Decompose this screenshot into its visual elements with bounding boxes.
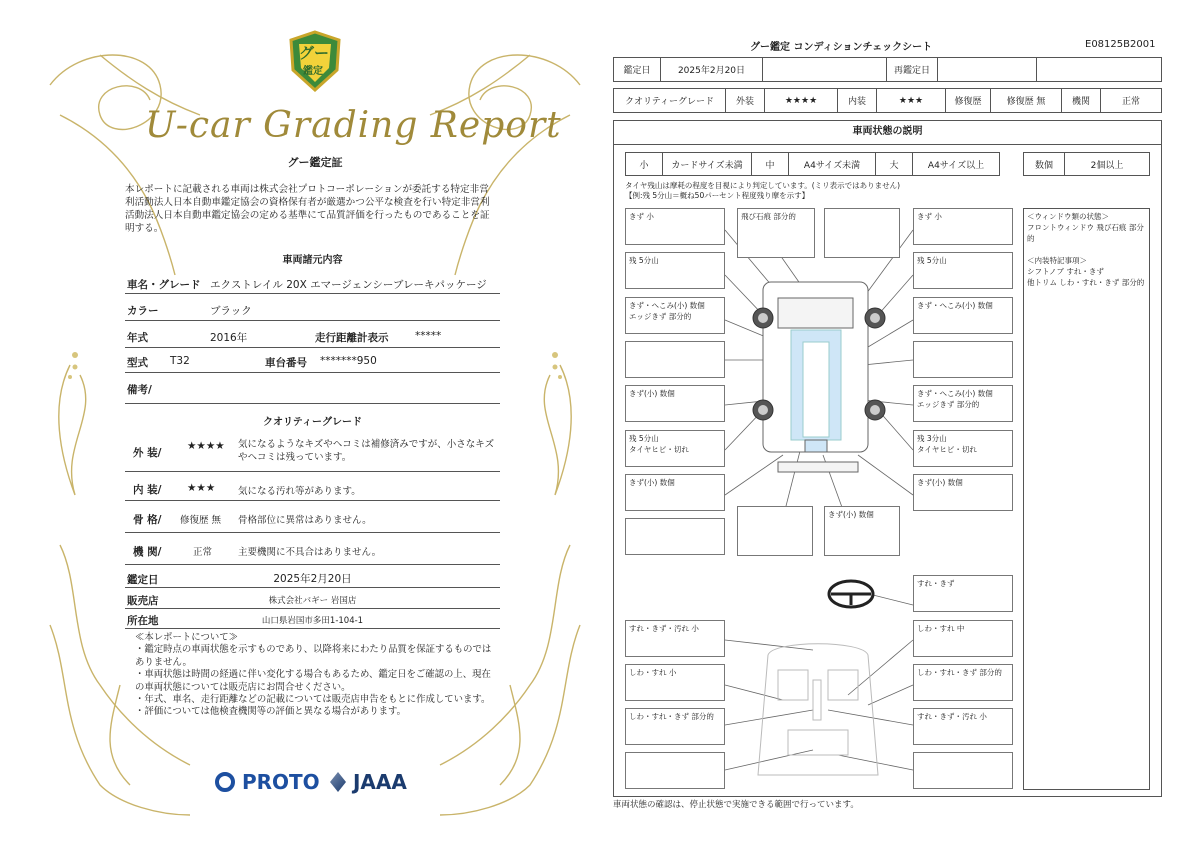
- exterior-stars: ★★★★: [187, 440, 225, 452]
- interior-label: 内 装/: [133, 484, 162, 496]
- ext-stars: ★★★★: [764, 88, 838, 113]
- badge-top: グー: [299, 44, 330, 62]
- jaaa-mark-icon: [330, 772, 346, 792]
- damage-box: 残 3分山 タイヤヒビ・切れ: [913, 430, 1013, 467]
- engine-label: 機関: [1061, 88, 1101, 113]
- interior-stars: ★★★: [187, 482, 216, 494]
- color-value: ブラック: [210, 305, 252, 317]
- proto-logo: [215, 770, 320, 794]
- remark-line: シフトノブ すれ・きず: [1027, 267, 1104, 276]
- jaaa-logo: [330, 770, 407, 794]
- date-blank: [762, 57, 887, 82]
- damage-box: [737, 506, 813, 556]
- remarks-panel: [1023, 208, 1150, 790]
- remark-line: ＜内装特記事項＞: [1027, 256, 1087, 265]
- model-label: 型式: [127, 357, 148, 369]
- grade-label: クオリティーグレード: [613, 88, 726, 113]
- sheet-footer: 車両状態の確認は、停止状態で実施できる範囲で行っています。: [613, 800, 859, 810]
- interior-box: しわ・すれ 中: [913, 620, 1013, 657]
- exterior-text: 気になるようなキズやヘコミは補修済みですが、小さなキズやヘコミは残っています。: [238, 439, 495, 463]
- size-small: 小: [625, 152, 663, 176]
- note-item: ・評価については他検査機関等の評価と異なる場合があります。: [135, 706, 406, 718]
- interior-box: しわ・すれ・きず 部分的: [913, 664, 1013, 701]
- remark-line: 他トリム しわ・すれ・きず 部分的: [1027, 278, 1145, 287]
- remarks-row: [125, 374, 500, 404]
- script-title: U-car Grading Report: [145, 105, 562, 146]
- repair-value: 修復歴 無: [990, 88, 1062, 113]
- redate-blank: [1036, 57, 1162, 82]
- color-row: [125, 295, 500, 321]
- year-value: 2016年: [210, 332, 248, 344]
- int-label: 内装: [837, 88, 877, 113]
- year-row: [125, 322, 500, 348]
- notes-title: ≪本レポートについて≫: [135, 632, 238, 643]
- engine-value: 正常: [193, 547, 213, 558]
- sheet-title: グー鑑定 コンディションチェックシート: [750, 42, 933, 53]
- mileage-value: *****: [415, 330, 442, 342]
- redate-label: 再鑑定日: [886, 57, 938, 82]
- model-value: T32: [170, 355, 190, 367]
- spec-heading: 車両諸元内容: [282, 255, 343, 266]
- dealer-label: 販売店: [127, 595, 159, 607]
- damage-box: [625, 518, 725, 555]
- name-label: 車名・グレード: [127, 279, 201, 291]
- color-label: カラー: [127, 305, 159, 317]
- remarks-label: 備考/: [127, 384, 152, 396]
- chassis-label: 車台番号: [265, 357, 307, 369]
- remark-line: フロントウィンドウ 飛び石痕 部分的: [1027, 223, 1144, 243]
- size-small-desc: カードサイズ未満: [662, 152, 752, 176]
- damage-box: きず 小: [625, 208, 725, 245]
- remark-spacer: [1027, 244, 1146, 255]
- date-value: 2025年2月20日: [660, 57, 763, 82]
- certificate: [40, 25, 590, 825]
- frame-label: 骨 格/: [133, 514, 162, 526]
- repair-label: 修復歴: [945, 88, 991, 113]
- engine-row: [125, 534, 500, 565]
- damage-box: きず・へこみ(小) 数個: [913, 297, 1013, 334]
- frame-value: 修復歴 無: [180, 515, 222, 526]
- year-label: 年式: [127, 332, 148, 344]
- frame-text: 骨格部位に異常はありません。: [238, 515, 372, 526]
- damage-box: きず 小: [913, 208, 1013, 245]
- interior-box: しわ・すれ・きず 部分的: [625, 708, 725, 745]
- interior-box: しわ・すれ 小: [625, 664, 725, 701]
- size-mid-desc: A4サイズ未満: [788, 152, 876, 176]
- frame-row: [125, 502, 500, 533]
- engine-label: 機 関/: [133, 546, 162, 558]
- tire-note-2: 【例:残 5分山＝概ね50パーセント程度残り摩を示す】: [625, 191, 810, 200]
- redate-value: [937, 57, 1037, 82]
- name-row: [125, 270, 500, 294]
- notes: [135, 632, 495, 719]
- interior-box: [625, 752, 725, 789]
- dealer-value: 株式会社バギー 岩国店: [268, 596, 357, 606]
- damage-box: きず(小) 数個: [625, 385, 725, 422]
- chassis-value: *******950: [320, 355, 377, 367]
- interior-box: [913, 752, 1013, 789]
- interior-text: 気になる汚れ等があります。: [238, 486, 361, 497]
- int-stars: ★★★: [876, 88, 946, 113]
- interior-box: すれ・きず・汚れ 小: [625, 620, 725, 657]
- damage-box: きず・へこみ(小) 数個 エッジきず 部分的: [625, 297, 725, 334]
- count-label: 数個: [1023, 152, 1065, 176]
- quality-heading: クオリティーグレード: [263, 417, 362, 428]
- model-row: [125, 349, 500, 373]
- sheet-code: E08125B2001: [1085, 39, 1156, 50]
- interior-row: [125, 473, 500, 501]
- date-row: [125, 566, 500, 588]
- tire-note-1: タイヤ残山は摩耗の程度を目視により判定しています。(ミリ表示ではありません): [625, 181, 901, 190]
- engine-text: 主要機関に不具合はありません。: [238, 547, 382, 558]
- engine-value: 正常: [1100, 88, 1162, 113]
- cert-intro: 本レポートに記載される車両は株式会社プロトコーポレーションが委託する特定非営利活動法人日本自動車鑑定協会の資格保有者が厳選かつ公平な検査を行い特定非営利活動法人日本自動車鑑定協会の定める基準にて品質評価を行ったものであることを証明する。: [125, 184, 490, 234]
- date-value: 2025年2月20日: [273, 573, 352, 585]
- address-value: 山口県岩国市多田1-104-1: [261, 616, 364, 626]
- damage-box: きず(小) 数個: [824, 506, 900, 556]
- damage-box: 残 5分山: [913, 252, 1013, 289]
- damage-box: きず・へこみ(小) 数個 エッジきず 部分的: [913, 385, 1013, 422]
- damage-box: 残 5分山: [625, 252, 725, 289]
- damage-box: きず(小) 数個: [625, 474, 725, 511]
- note-item: ・車両状態は時間の経過に伴い変化する場合もあるため、鑑定日をご確認の上、現在の車両状態については販売店にお問合せください。: [135, 669, 491, 693]
- count-desc: 2個以上: [1064, 152, 1150, 176]
- note-item: ・年式、車名、走行距離などの記載については販売店申告をもとに作成しています。: [135, 694, 491, 706]
- date-label: 鑑定日: [127, 574, 159, 586]
- badge-bottom: 鑑定: [303, 66, 323, 77]
- damage-box: [824, 208, 900, 258]
- dealer-row: [125, 589, 500, 609]
- remark-line: ＜ウィンドウ類の状態＞: [1027, 212, 1110, 221]
- damage-box: きず(小) 数個: [913, 474, 1013, 511]
- damage-box: [625, 341, 725, 378]
- size-large: 大: [875, 152, 913, 176]
- mileage-label: 走行距離計表示: [315, 332, 389, 344]
- date-label: 鑑定日: [613, 57, 661, 82]
- jaaa-text: JAAA: [352, 770, 407, 794]
- damage-box: 残 5分山 タイヤヒビ・切れ: [625, 430, 725, 467]
- proto-text: PROTO: [241, 770, 320, 794]
- size-mid: 中: [751, 152, 789, 176]
- size-large-desc: A4サイズ以上: [912, 152, 1000, 176]
- cert-heading: グー鑑定証: [287, 156, 343, 169]
- ext-label: 外装: [725, 88, 765, 113]
- section-title: 車両状態の説明: [613, 120, 1162, 145]
- damage-box: [913, 341, 1013, 378]
- interior-box: すれ・きず・汚れ 小: [913, 708, 1013, 745]
- interior-box: すれ・きず: [913, 575, 1013, 612]
- proto-mark-icon: [215, 772, 235, 792]
- goo-badge: [287, 30, 343, 92]
- exterior-label: 外 装/: [133, 447, 162, 459]
- damage-box: 飛び石痕 部分的: [737, 208, 815, 258]
- exterior-row: [125, 432, 500, 472]
- name-value: エクストレイル 20X エマージェンシーブレーキパッケージ: [210, 279, 487, 291]
- address-row: [125, 610, 500, 629]
- address-label: 所在地: [127, 615, 159, 627]
- note-item: ・鑑定時点の車両状態を示すものであり、以降将来にわたり品質を保証するものではありません。: [135, 644, 492, 668]
